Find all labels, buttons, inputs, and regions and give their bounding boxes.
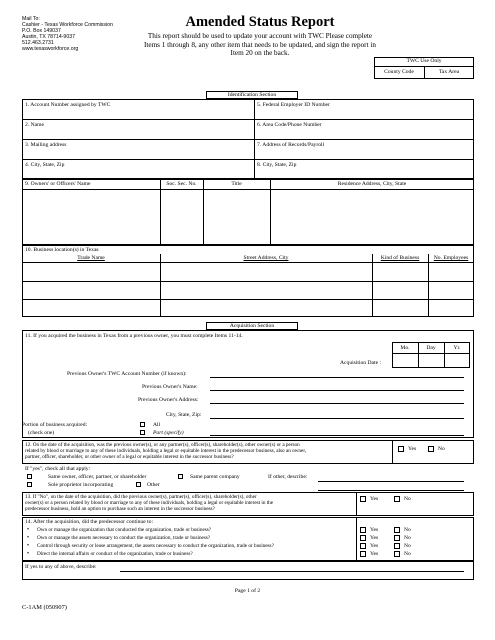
item14-b1-yes-checkbox[interactable] [360, 527, 366, 533]
mailing-address-field[interactable] [80, 141, 252, 157]
county-code-label: County Code [384, 69, 414, 75]
kind-of-business-header: Kind of Business [380, 255, 420, 261]
item13-no-label: No [404, 496, 411, 502]
item13-no-checkbox[interactable] [394, 496, 400, 502]
other-describe-label: If other, describe: [268, 474, 308, 480]
item14-b2-yes-checkbox[interactable] [360, 535, 366, 541]
records-address-label: 7. Address of Records/Payroll [257, 142, 325, 148]
owners-entry-area[interactable] [23, 190, 473, 244]
other-describe-field-2[interactable] [318, 490, 464, 491]
phone-label: 6. Area Code/Phone Number [257, 122, 322, 128]
prev-city-field[interactable] [210, 418, 464, 419]
ssn-header: Soc. Sec. No. [166, 181, 197, 187]
item14-bullet-4: Direct the internal affairs or conduct of the organization, trade or business? [37, 551, 193, 557]
account-number-field[interactable] [130, 101, 252, 117]
mail-to-pobox: P.O. Box 149037 [22, 28, 61, 34]
residence-header: Residence Address, City, State [337, 181, 407, 187]
records-address-field[interactable] [350, 141, 472, 157]
acquisition-date-label: Acquisition Date : [340, 360, 382, 366]
portion-part-checkbox[interactable] [140, 430, 145, 435]
portion-acquired-label: Portion of business acquired: [22, 422, 88, 428]
federal-ein-field[interactable] [340, 101, 472, 117]
item13-yes-label: Yes [370, 496, 379, 502]
item12-no-checkbox[interactable] [428, 446, 434, 452]
mail-to-block [22, 16, 142, 52]
same-parent-checkbox[interactable] [178, 474, 183, 479]
portion-part-field[interactable] [210, 435, 464, 436]
street-address-header: Street Address, City [243, 255, 289, 261]
item12-yes-checkbox[interactable] [398, 446, 404, 452]
sole-proprietor-label: Sole proprietor incorporating [48, 482, 114, 488]
mail-to-label: Mail To: [22, 16, 40, 22]
county-code-field[interactable] [375, 74, 423, 78]
year-header: Yr. [453, 345, 461, 351]
item12-text-line1: 12. On the date of the acquisition, was the previous owner(s), or any partner(s), officer(s), shareholder(s), other owner(s) or a person [25, 442, 300, 448]
records-city-state-zip-field[interactable] [320, 161, 472, 177]
intro-text: This report should be used to update your account with TWC Please complete Items 1 through 8, any other item that needs to be updated, and sign the report in Item 20 on the back. [144, 32, 376, 58]
form-id: C-1AM (050907) [22, 604, 67, 611]
sole-proprietor-checkbox[interactable] [27, 482, 32, 487]
bullet-dot: • [27, 527, 30, 533]
acquisition-day-field[interactable] [419, 354, 443, 367]
item12-text-line2: related by blood or marriage to any of these individuals, holding a legal or equitable interest in the predecessor business, also an owner, [25, 448, 307, 454]
mail-to-phone: 512.463.2731 [22, 40, 54, 46]
prev-account-label: Previous Owner's TWC Account Number (if known): [67, 371, 187, 377]
bullet-dot: • [27, 543, 30, 549]
other-label: Other [147, 482, 160, 488]
item12-text-line3: partner, officer, shareholder, or other owner of a legal or equitable interest in the successor business? [25, 454, 234, 460]
prev-address-label: Previous Owner's Address: [138, 397, 199, 403]
mail-to-city: Austin, TX 78714-9037 [22, 34, 75, 40]
item12-if-yes-label: If "yes", check all that apply: [25, 466, 91, 472]
acquisition-year-field[interactable] [445, 354, 469, 367]
tax-area-label: Tax Area [438, 69, 460, 75]
item14-no-label: No [404, 543, 411, 549]
day-header: Day [426, 345, 436, 351]
page-title: Amended Status Report [185, 14, 335, 30]
business-location-label: 10. Business location(s) in Texas [25, 247, 99, 253]
describe-field[interactable] [120, 571, 464, 572]
item14-b3-no-checkbox[interactable] [394, 543, 400, 549]
acquisition-month-field[interactable] [393, 354, 417, 367]
prev-name-label: Previous Owner's Name: [142, 384, 198, 390]
trade-name-header: Trade Name [77, 255, 105, 261]
no-employees-header: No. Employees [433, 255, 469, 261]
other-checkbox[interactable] [136, 482, 141, 487]
item14-yes-label: Yes [370, 543, 379, 549]
month-header: Mo. [400, 345, 410, 351]
mail-to-org: Cashier - Texas Workforce Commission [22, 22, 113, 28]
portion-all-checkbox[interactable] [140, 422, 145, 427]
item14-bullet-3: Control through security or lease arrangement, the assets necessary to conduct the organization, trade or business? [37, 543, 274, 549]
phone-field[interactable] [350, 121, 472, 137]
acquisition-section-label: Acquisition Section [206, 322, 298, 330]
tax-area-field[interactable] [425, 74, 473, 78]
portion-all-label: All [153, 422, 161, 428]
same-owner-label: Same owner, officer, partner, or shareholder [48, 474, 147, 480]
identification-section-label: Identification Section [206, 91, 298, 99]
item14-yes-label: Yes [370, 535, 379, 541]
same-owner-checkbox[interactable] [27, 474, 32, 479]
city-state-zip-field[interactable] [80, 161, 252, 177]
prev-address-field[interactable] [210, 403, 464, 404]
item13-yes-checkbox[interactable] [360, 496, 366, 502]
item14-b3-yes-checkbox[interactable] [360, 543, 366, 549]
page-number: Page 1 of 2 [234, 588, 261, 594]
records-city-state-zip-label: 8. City, State, Zip [257, 162, 297, 168]
item13-text-line3: predecessor business, hold an option to purchase such an interest in the successor business? [25, 506, 215, 512]
prev-name-field[interactable] [210, 390, 464, 391]
mailing-address-label: 3. Mailing address [25, 142, 67, 148]
item14-b4-no-checkbox[interactable] [394, 551, 400, 557]
account-number-label: 1. Account Number assigned by TWC [25, 102, 111, 108]
name-field[interactable] [50, 121, 252, 137]
check-one-label: (check one) [28, 430, 55, 436]
owners-name-header: 9. Owners' or Officers' Name [25, 181, 91, 187]
business-locations-entry-area[interactable] [23, 263, 473, 316]
item13-text-line1: 13. If "No", on the date of the acquisition, did the previous owner(s), partner(s), officer(s), shareholder(s), other [25, 494, 257, 500]
item14-bullet-2: Own or manage the assets necessary to conduct the organization, trade or business? [37, 535, 211, 541]
item14-b1-no-checkbox[interactable] [394, 527, 400, 533]
item12-no-label: No [438, 446, 445, 452]
city-state-zip-label: 4. City, State, Zip [25, 162, 65, 168]
title-header: Title [231, 181, 242, 187]
prev-city-label: City, State, Zip: [166, 412, 202, 418]
item14-text: 14. After the acquisition, did the predecessor continue to: [25, 519, 154, 525]
item14-no-label: No [404, 527, 411, 533]
item12-yes-label: Yes [408, 446, 417, 452]
twc-use-only-title: TWC Use Only [406, 58, 442, 64]
item14-bullet-1: Own or manage the organization that conducted the organization, trade or business? [37, 527, 212, 533]
item14-no-label: No [404, 535, 411, 541]
federal-ein-label: 5. Federal Employer ID Number [257, 102, 330, 108]
bullet-dot: • [27, 551, 30, 557]
mail-to-website: www.texasworkforce.org [22, 46, 79, 52]
item14-no-label: No [404, 551, 411, 557]
portion-part-label: Part (specify) [153, 430, 184, 436]
same-parent-label: Same parent company [190, 474, 240, 480]
prev-account-field[interactable] [210, 377, 464, 378]
item14-yes-label: Yes [370, 527, 379, 533]
other-describe-field[interactable] [318, 481, 464, 482]
item11-text: 11. If you acquired the business in Texas from a previous owner, you must complete Items 11-14. [25, 333, 243, 339]
item13-text-line2: owner(s) or a person related by blood or marriage to any of these individuals, holding a legal or equitable interest in the [25, 500, 274, 506]
item14-yes-label: Yes [370, 551, 379, 557]
bullet-dot: • [27, 535, 30, 541]
item14-b4-yes-checkbox[interactable] [360, 551, 366, 557]
item14-b2-no-checkbox[interactable] [394, 535, 400, 541]
name-label: 2. Name [25, 122, 44, 128]
describe-label: If yes to any of above, describe: [25, 564, 97, 570]
